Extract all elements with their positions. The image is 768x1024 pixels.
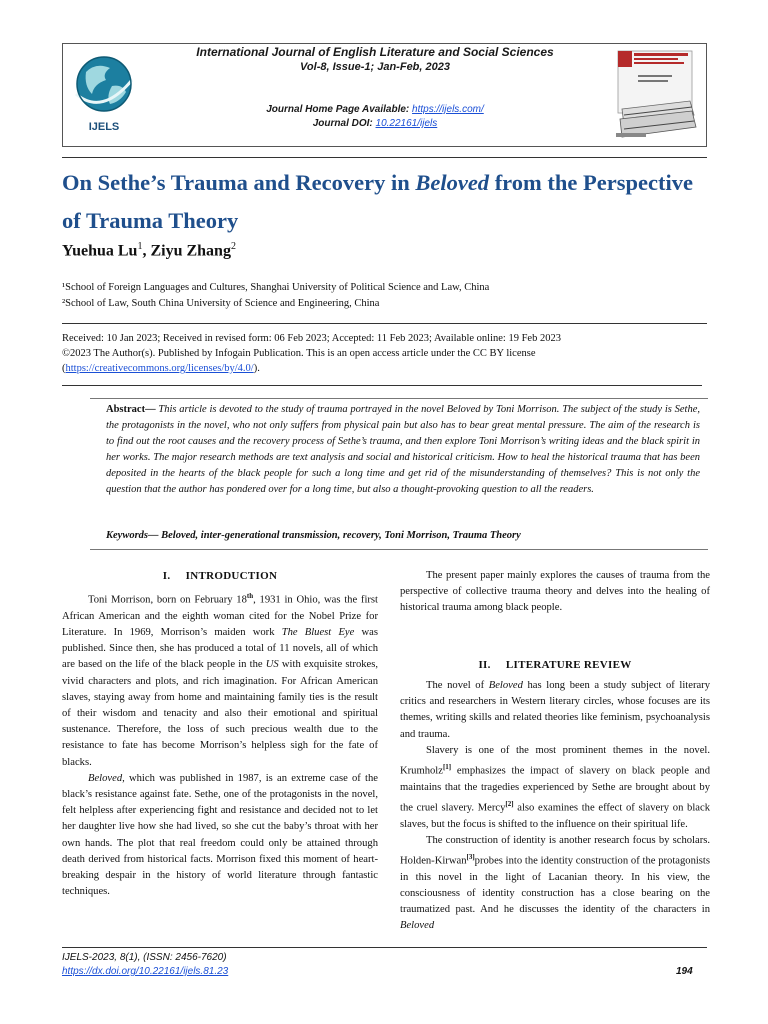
license-open: ( xyxy=(62,363,66,374)
journal-home-label: Journal Home Page Available: xyxy=(266,104,413,115)
citation-ref[interactable]: [3] xyxy=(466,853,475,862)
dates-rule xyxy=(62,385,702,386)
section-heading-literature-review: II. LITERATURE REVIEW xyxy=(478,659,632,671)
title-part-1: On Sethe’s Trauma and Recovery in xyxy=(62,170,416,195)
authors xyxy=(62,241,236,260)
affiliation-2: ²School of Law, South China University of Science and Engineering, China xyxy=(62,298,380,309)
author-2-affil: 2 xyxy=(230,241,236,252)
paragraph: Toni Morrison, born on February 18th, 1931 in Ohio, was the first African American and the eighth woman cited for the Nobel Prize for Literature. In 1969, Morrison’s maiden work The Bluest Eye was published. Since then, she has produced a total of 11 novels, all of which are based on the life of the black people in the US with exquisite strokes, vivid characters and plots, and rich imagination. For African American slaves, staying away from home and maintaining family ties is the result of their wisdom and tenacity and also their emotional and spiritual sustenance. Therefore, the loss of such precious wealth due to the resistance to fate has become Morrison’s helpless sigh for the fate of blacks. xyxy=(62,592,379,768)
abstract xyxy=(106,402,700,498)
journal-home-link[interactable]: https://ijels.com/ xyxy=(412,104,484,115)
author-1-affil: 1 xyxy=(137,241,143,252)
author-separator: , xyxy=(142,242,151,260)
journal-doi-label: Journal DOI: xyxy=(312,118,376,129)
abstract-text: This article is devoted to the study of trauma portrayed in the novel Beloved by Toni Morrison. The subject of the study is Sethe, the protagonists in the novel, who not only suffers from physical pain but also has to bear great mental pressure. The aim of the research is to find out the root causes and the recovery process of Sethe’s trauma, and then explore Toni Morrison’s writing ideas and the black spirit in her works. The major research methods are text analysis and social and historical criticism. How to heal the historical trauma that has been deposited in the hearts of the black people for such a long time and get rid of the misunderstanding of themselves? This is not only the question that the author has pondered over for a long time, but also a thought-provoking question to all the readers. xyxy=(106,404,700,495)
paragraph: The construction of identity is another research focus by scholars. Holden-Kirwan[3]probes into the identity construction of the protagonists in this novel in the light of Lacanian theory. In his view, the consciousness of identity construction has a close bearing on the traumatized past. And he discusses the identity of the characters in Beloved xyxy=(400,834,710,932)
license-link[interactable]: https://creativecommons.org/licenses/by/4.0/ xyxy=(65,363,254,374)
journal-doi-link[interactable]: 10.22161/ijels xyxy=(375,118,438,129)
globe-icon xyxy=(72,50,136,134)
paragraph: The present paper mainly explores the causes of trauma from the perspective of collective trauma theory and delves into the healing of historical trauma among black people. xyxy=(400,570,710,614)
journal-doi-line xyxy=(150,118,600,129)
journal-title: International Journal of English Literature and Social Sciences xyxy=(196,45,554,59)
title-italic: Beloved xyxy=(415,170,490,195)
article-dates: Received: 10 Jan 2023; Received in revised form: 06 Feb 2023; Accepted: 11 Feb 2023; Available online: 19 Feb 2023 xyxy=(62,333,561,344)
paper-title xyxy=(62,164,702,240)
journal-issue: Vol-8, Issue-1; Jan-Feb, 2023 xyxy=(300,61,450,73)
keywords: Keywords— Beloved, inter-generational transmission, recovery, Toni Morrison, Trauma Theory xyxy=(106,530,521,541)
journal-home-line xyxy=(150,104,600,115)
right-column-bottom xyxy=(400,678,710,935)
footer-rule xyxy=(62,947,707,948)
affiliation-rule xyxy=(62,323,707,324)
copyright-line: ©2023 The Author(s). Published by Infogain Publication. This is an open access article under the CC BY license xyxy=(62,348,536,359)
citation-ref[interactable]: [1] xyxy=(442,763,452,772)
paragraph: Slavery is one of the most prominent themes in the novel. Krumholz[1] emphasizes the impact of slavery on black people and maintains that the tragedies experienced by Sethe are brought about by the cruel slavery. Mercy[2] also examines the effect of slavery on black slaves, but the focus is shifted to the influence on their spiritual life. xyxy=(400,744,710,830)
author-1: Yuehua Lu xyxy=(62,242,138,260)
section-heading-introduction: I. INTRODUCTION xyxy=(162,570,278,582)
license-close: ). xyxy=(253,363,260,374)
footer-citation: IJELS-2023, 8(1), (ISSN: 2456-7620) xyxy=(62,952,227,963)
right-column-top xyxy=(400,568,710,617)
left-column xyxy=(62,588,378,900)
affiliation-1: ¹School of Foreign Languages and Cultures, Shanghai University of Political Science and Law, China xyxy=(62,282,490,293)
journal-cover-image xyxy=(612,49,700,141)
abstract-label: Abstract— xyxy=(106,404,156,415)
license-line xyxy=(62,363,260,374)
page-number: 194 xyxy=(676,966,693,977)
logo-text: IJELS xyxy=(88,121,120,133)
paragraph: The novel of Beloved has long been a study subject of literary critics and researchers in Western literary circles, whose focuses are its themes, writing skills and related theories like feminism, psychoanalysis and trauma. xyxy=(400,680,711,740)
citation-ref[interactable]: [2] xyxy=(505,799,514,808)
author-2: Ziyu Zhang xyxy=(150,242,231,260)
footer-doi-link[interactable]: https://dx.doi.org/10.22161/ijels.81.23 xyxy=(62,966,229,977)
title-part-2: from the Perspective of Trauma Theory xyxy=(62,170,693,233)
header-rule xyxy=(62,157,707,158)
paragraph: Beloved, which was published in 1987, is an extreme case of the black’s resistance against fate. Sethe, one of the protagonists in the novel, felt helpless after experiencing fight and resistance and decided not to let her daughter live how she had lived, so she cut the baby’s throat with her own hands. The plot that real freedom could only be attained through death derived from historical facts. Morrison fixed this moment of heart-breaking despair in the history of world literature through fantastic techniques. xyxy=(62,772,378,898)
